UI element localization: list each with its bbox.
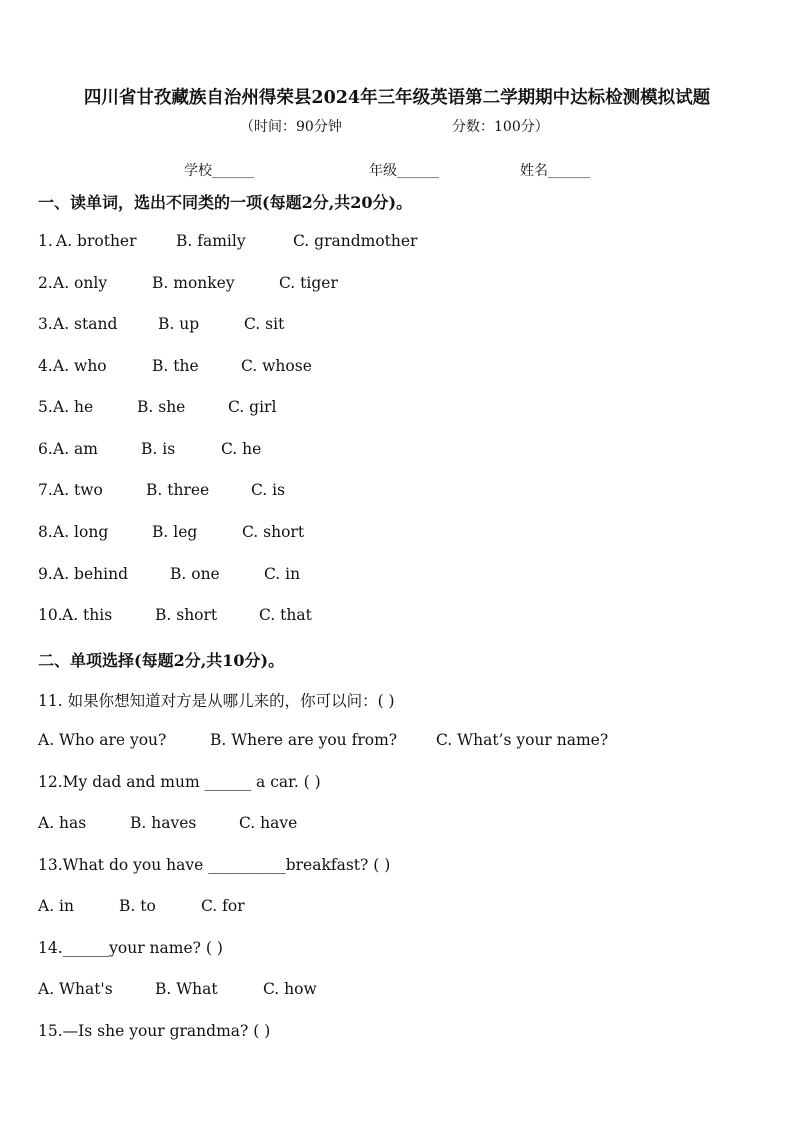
question-number: 9. (38, 565, 53, 583)
question-11: 11. 如果你想知道对方是从哪儿来的，你可以问：( ) (38, 692, 395, 710)
option-c: C. he (221, 440, 262, 458)
option-b: B. What (155, 980, 218, 998)
option-a: A. has (38, 814, 87, 832)
option-b: B. haves (130, 814, 197, 832)
option-a: A. two (53, 481, 103, 499)
option-a: A. am (53, 440, 98, 458)
option-b: B. to (119, 897, 156, 915)
exam-score: 分数：100分） (452, 119, 549, 135)
option-b: B. monkey (152, 274, 235, 292)
option-b: B. family (176, 232, 246, 250)
option-c: C. sit (244, 315, 285, 333)
option-a: A. in (38, 897, 74, 915)
option-a: A. long (53, 523, 109, 541)
school-field: 学校______ (184, 163, 254, 179)
question-number: 10. (38, 606, 63, 624)
option-a: A. he (53, 398, 94, 416)
option-a: A. only (53, 274, 108, 292)
question-13: 13.What do you have __________breakfast? ( ) (38, 856, 391, 874)
option-b: B. is (141, 440, 176, 458)
exam-time: （时间：90分钟 (240, 119, 342, 135)
option-c: C. is (251, 481, 286, 499)
option-c: C. whose (241, 357, 312, 375)
exam-title: 四川省甘孜藏族自治州得荣县2024年三年级英语第二学期期中达标检测模拟试题 (83, 88, 711, 108)
question-number: 8. (38, 523, 53, 541)
option-b: B. leg (152, 523, 198, 541)
question-number: 6. (38, 440, 53, 458)
question-number: 2. (38, 274, 53, 292)
question-12: 12.My dad and mum ______ a car. ( ) (38, 773, 321, 791)
question-number: 4. (38, 357, 53, 375)
option-b: B. the (152, 357, 199, 375)
question-number: 5. (38, 398, 53, 416)
question-number: 7. (38, 481, 53, 499)
option-b: B. she (137, 398, 186, 416)
option-c: C. girl (228, 398, 277, 416)
option-c: C. have (239, 814, 298, 832)
option-c: C. tiger (279, 274, 338, 292)
grade-field: 年级______ (369, 163, 439, 179)
option-c: C. in (264, 565, 301, 583)
option-a: A. Who are you? (38, 731, 167, 749)
option-c: C. for (201, 897, 245, 915)
option-a: A. who (53, 357, 107, 375)
question-number: 1. (38, 232, 53, 250)
question-number: 3. (38, 315, 53, 333)
option-a: A. stand (53, 315, 118, 333)
option-c: C. What’s your name? (436, 731, 609, 749)
section-2-heading: 二、单项选择(每题2分,共10分)。 (38, 651, 285, 670)
option-b: B. up (158, 315, 200, 333)
name-field: 姓名______ (520, 163, 590, 179)
option-c: C. how (263, 980, 317, 998)
option-a: A. behind (53, 565, 128, 583)
option-b: B. Where are you from? (210, 731, 398, 749)
option-b: B. three (146, 481, 210, 499)
question-15: 15.—Is she your grandma? ( ) (38, 1022, 271, 1040)
section-1-heading: 一、读单词，选出不同类的一项(每题2分,共20分)。 (38, 193, 413, 212)
option-c: C. grandmother (293, 232, 418, 250)
question-14: 14.______your name? ( ) (38, 939, 223, 957)
option-b: B. short (155, 606, 218, 624)
option-c: C. that (259, 606, 312, 624)
option-a: A. this (62, 606, 113, 624)
option-a: A. What's (38, 980, 113, 998)
option-a: A. brother (56, 232, 137, 250)
option-c: C. short (242, 523, 305, 541)
option-b: B. one (170, 565, 220, 583)
